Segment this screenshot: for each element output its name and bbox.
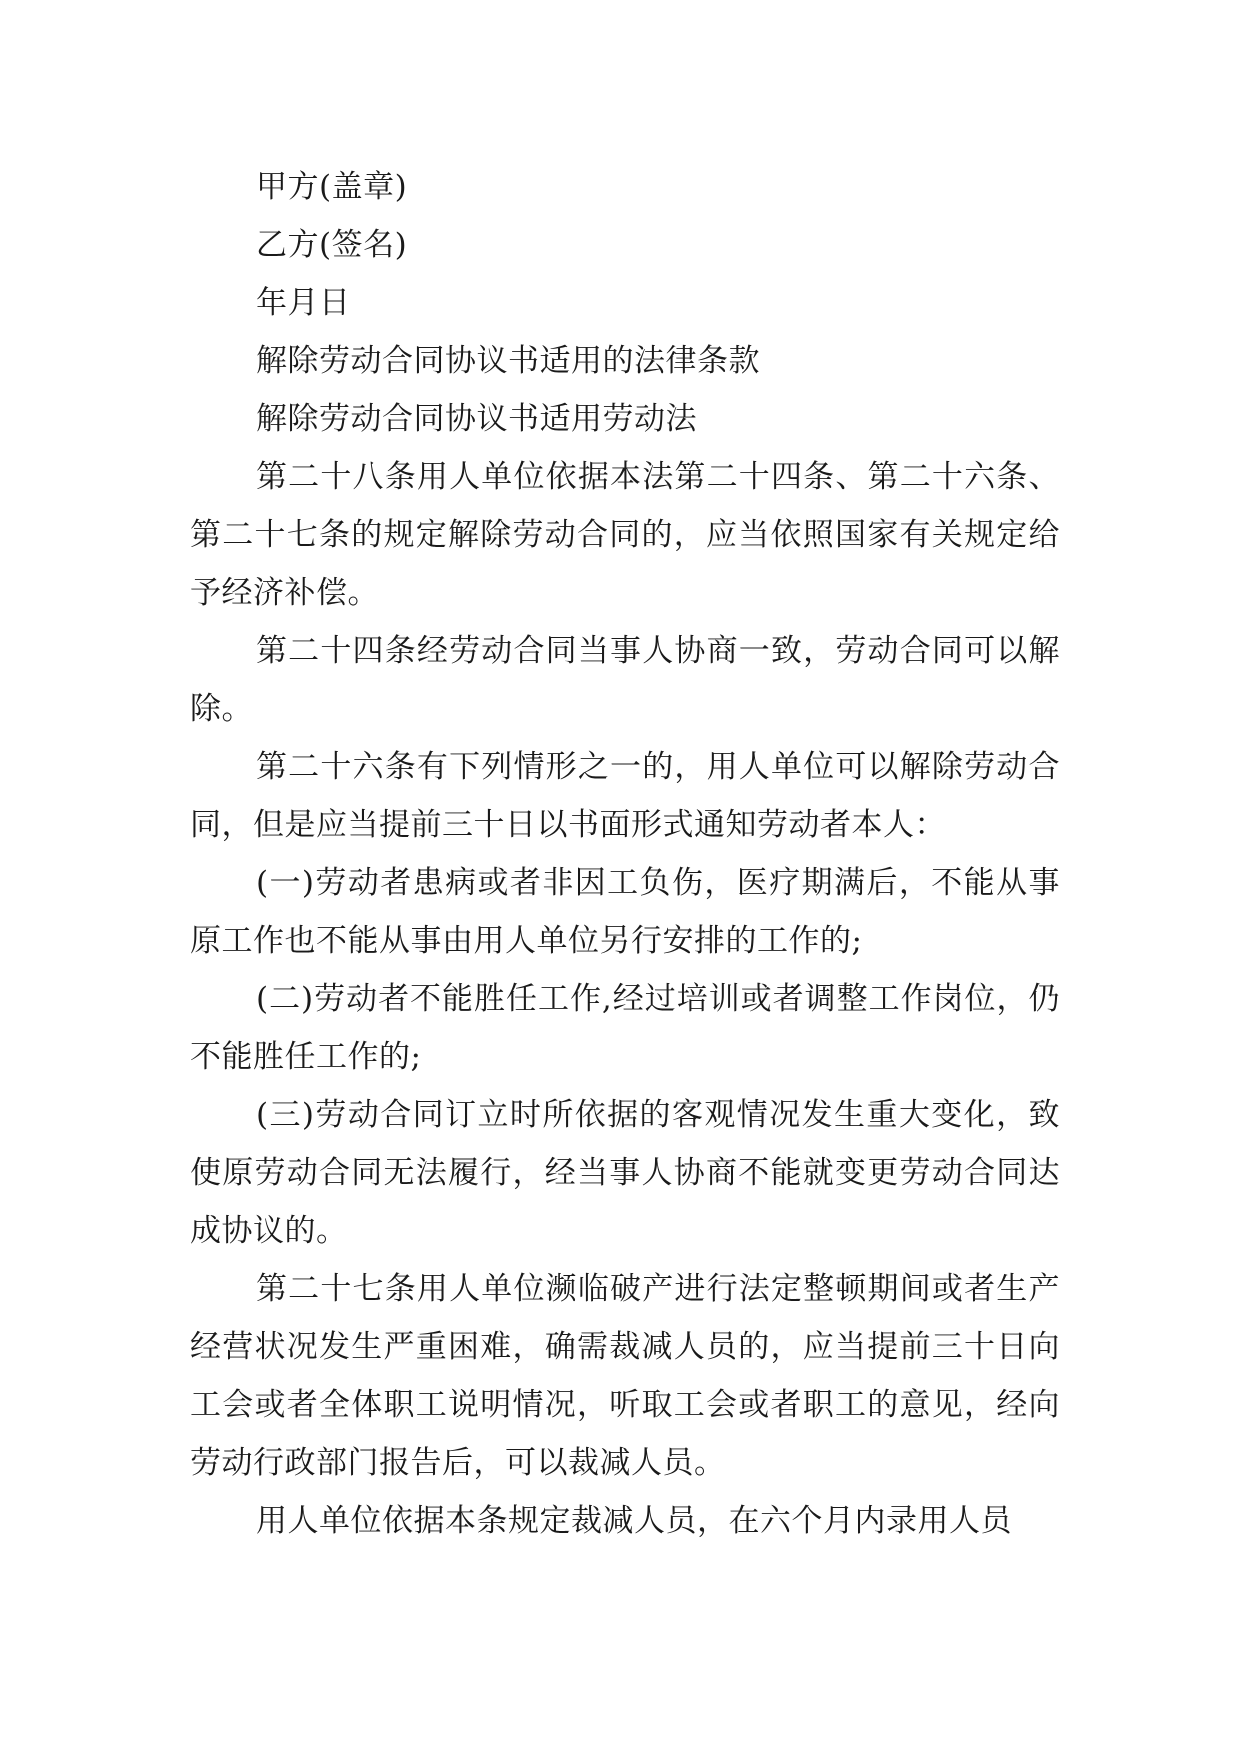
article-26-item-2: (二)劳动者不能胜任工作,经过培训或者调整工作岗位，仍不能胜任工作的; [190,981,1060,1075]
article-28-paragraph: 第二十八条用人单位依据本法第二十四条、第二十六条、第二十七条的规定解除劳动合同的，应当依照国家有关规定给予经济补偿。 [190,459,1060,611]
date-line: 年月日 [256,285,351,321]
section-heading-labor-law: 解除劳动合同协议书适用劳动法 [256,401,697,437]
party-b-signature-line: 乙方(签名) [256,227,408,263]
article-26-item-1: (一)劳动者患病或者非因工负伤，医疗期满后，不能从事原工作也不能从事由用人单位另行安排的工作的; [190,865,1060,959]
party-a-seal-line: 甲方(盖章) [256,169,408,205]
document-body [190,158,1060,1550]
article-27-continuation: 用人单位依据本条规定裁减人员，在六个月内录用人员 [256,1503,1012,1539]
article-26-paragraph: 第二十六条有下列情形之一的，用人单位可以解除劳动合同，但是应当提前三十日以书面形式通知劳动者本人： [190,749,1060,843]
article-26-item-3: (三)劳动合同订立时所依据的客观情况发生重大变化，致使原劳动合同无法履行，经当事人协商不能就变更劳动合同达成协议的。 [190,1097,1060,1249]
article-24-paragraph: 第二十四条经劳动合同当事人协商一致，劳动合同可以解除。 [190,633,1060,727]
article-27-paragraph: 第二十七条用人单位濒临破产进行法定整顿期间或者生产经营状况发生严重困难，确需裁减人员的，应当提前三十日向工会或者全体职工说明情况，听取工会或者职工的意见，经向劳动行政部门报告后，可以裁减人员。 [190,1271,1060,1481]
section-heading-legal-clauses: 解除劳动合同协议书适用的法律条款 [256,343,760,379]
